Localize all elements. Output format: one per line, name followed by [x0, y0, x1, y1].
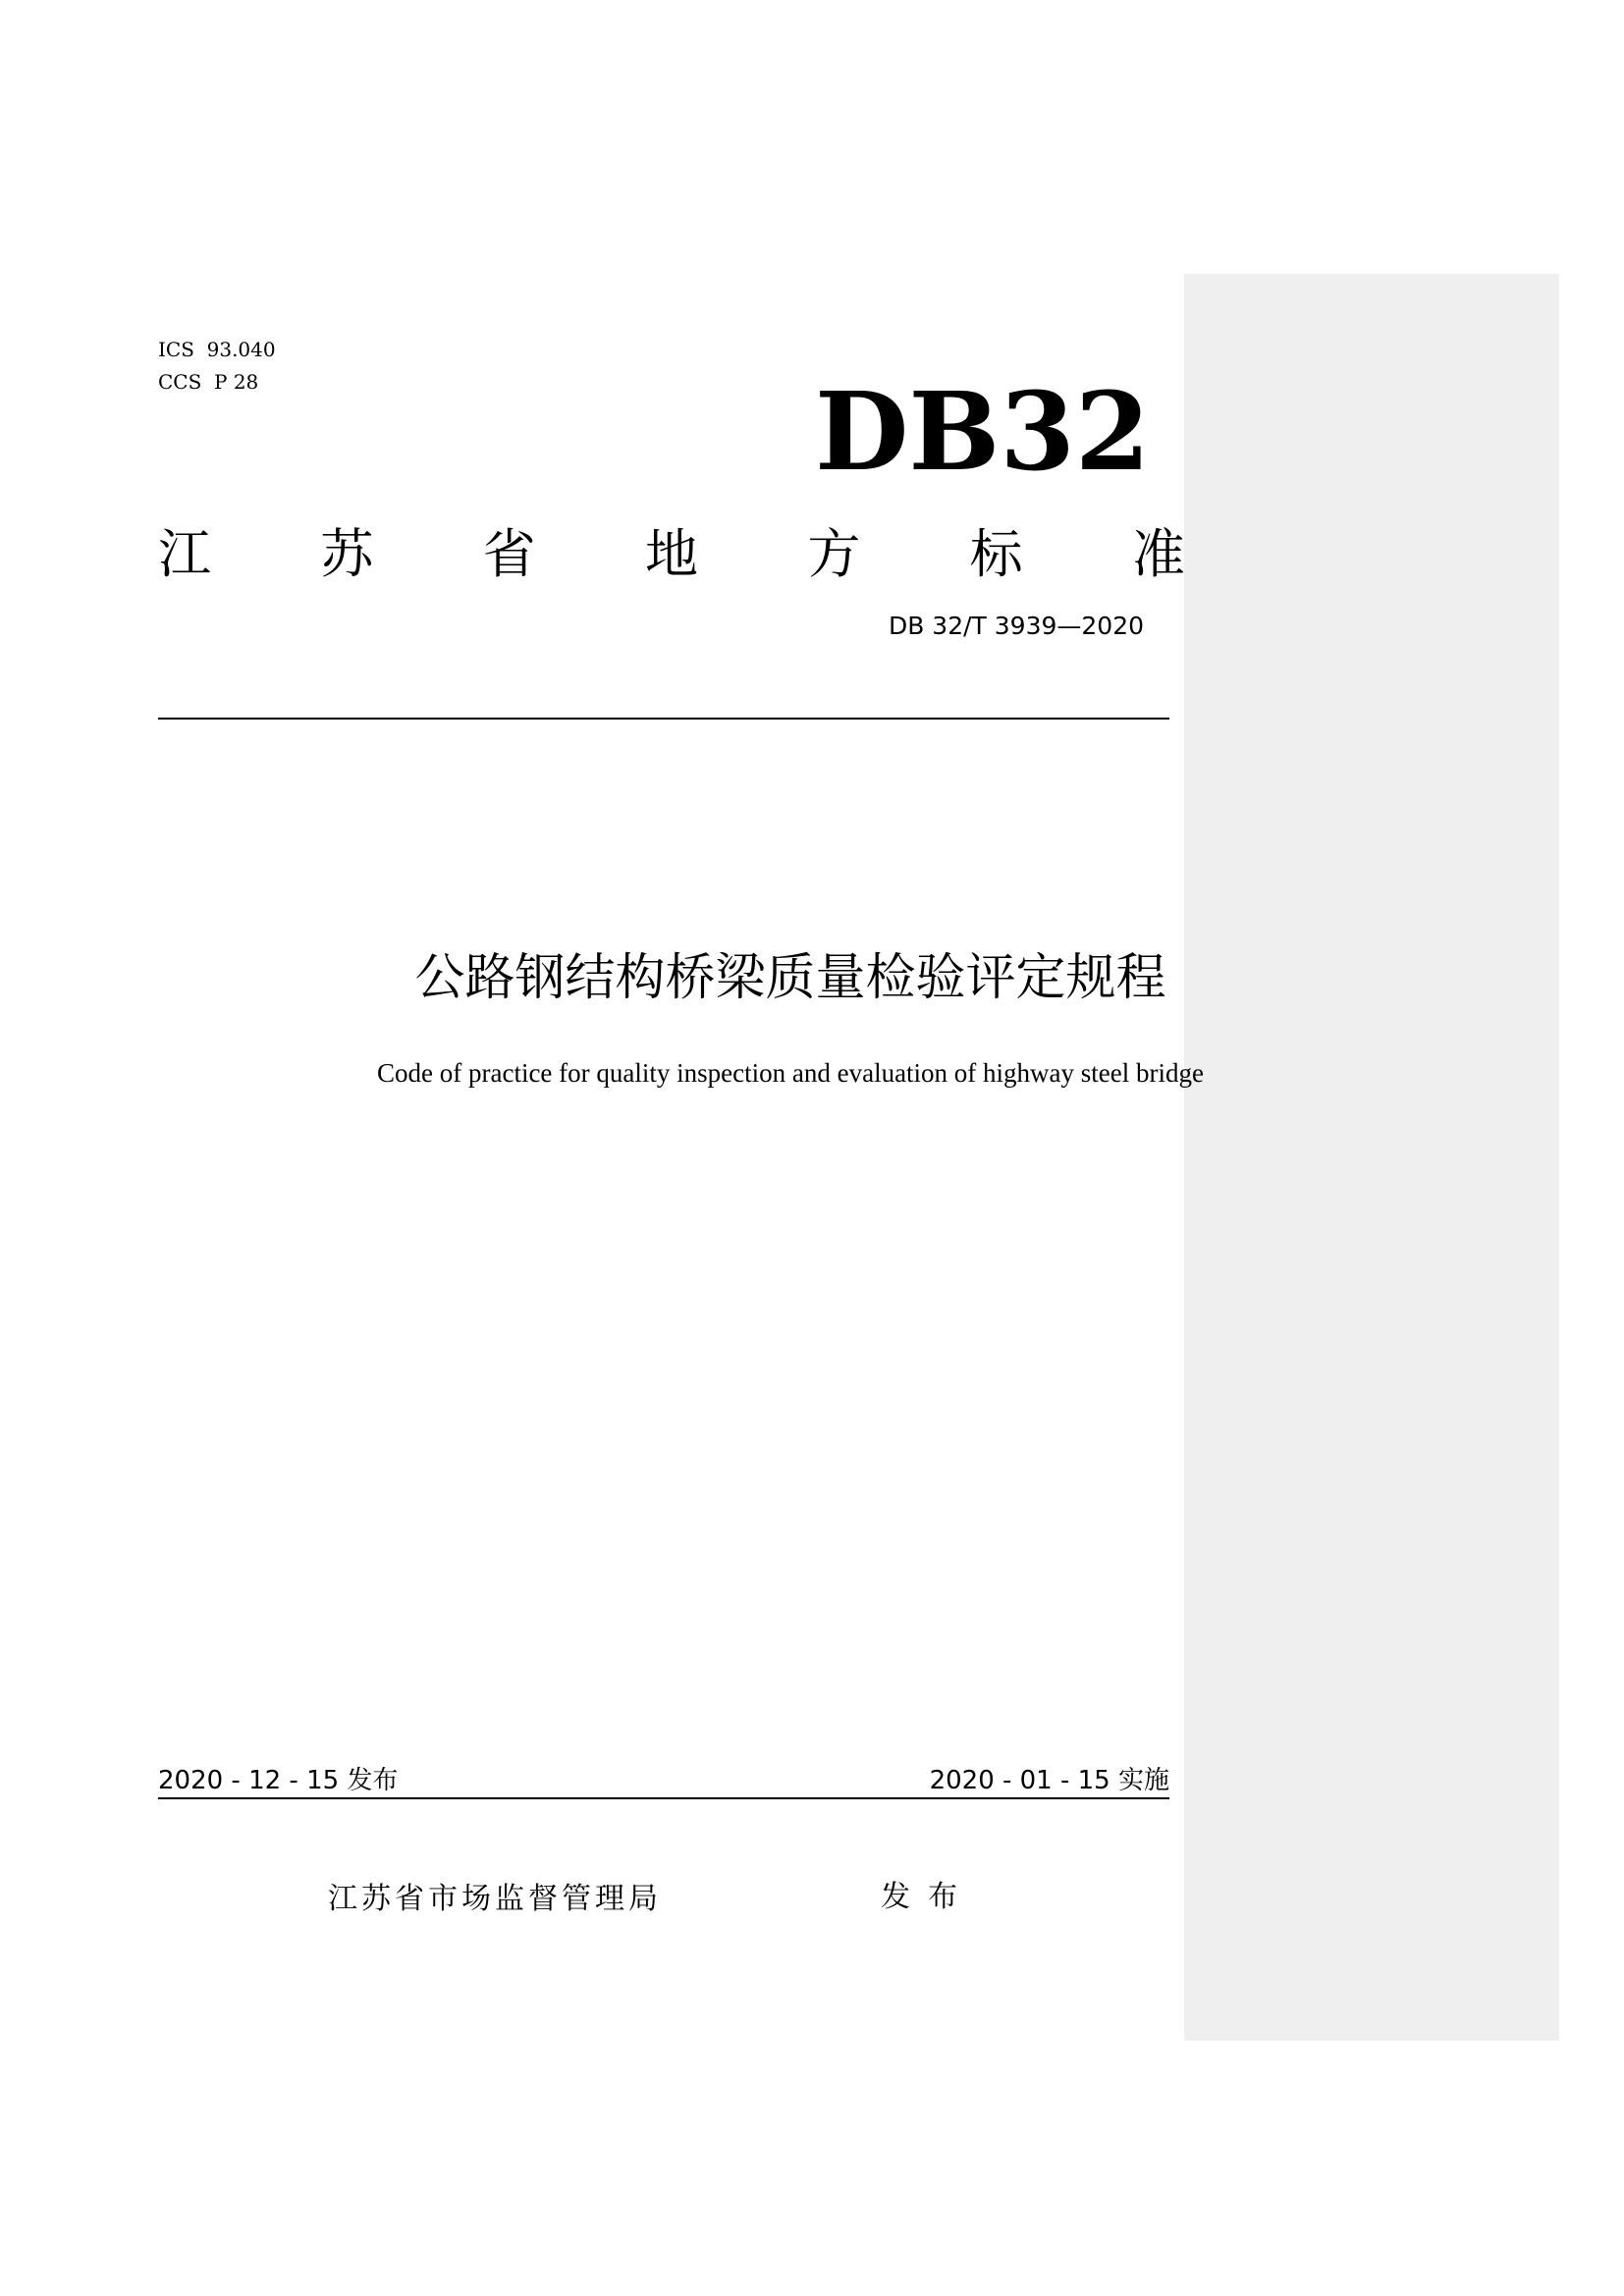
ics-code: ICS 93.040 — [158, 338, 276, 361]
standard-type — [158, 510, 1185, 589]
implementation-date: 2020 - 01 - 15 实施 — [929, 1766, 1169, 1795]
title-english: Code of practice for quality inspection and evaluation of highway steel bridge — [377, 1058, 1204, 1088]
standard-type-char: 方 — [807, 522, 861, 585]
side-panel — [1184, 274, 1559, 2041]
standard-type-char: 苏 — [320, 522, 374, 585]
standard-type-char: 地 — [644, 522, 698, 585]
standard-type-char: 省 — [482, 522, 536, 585]
title-chinese: 公路钢结构桥梁质量检验评定规程 — [414, 949, 1166, 1007]
standard-type-char: 江 — [158, 522, 211, 585]
header-divider — [158, 718, 1169, 720]
db32-logo: DB32 — [815, 368, 1151, 495]
issue-date: 2020 - 12 - 15 发布 — [158, 1766, 399, 1795]
standard-type-char: 标 — [969, 522, 1023, 585]
footer-divider — [158, 1797, 1169, 1799]
issued-label: 发布 — [881, 1880, 975, 1914]
ccs-code: CCS P 28 — [158, 370, 259, 394]
standard-number: DB 32/T 3939—2020 — [888, 612, 1144, 640]
standard-type-char: 准 — [1131, 522, 1185, 585]
issuing-authority: 江苏省市场监督管理局 — [328, 1882, 662, 1916]
